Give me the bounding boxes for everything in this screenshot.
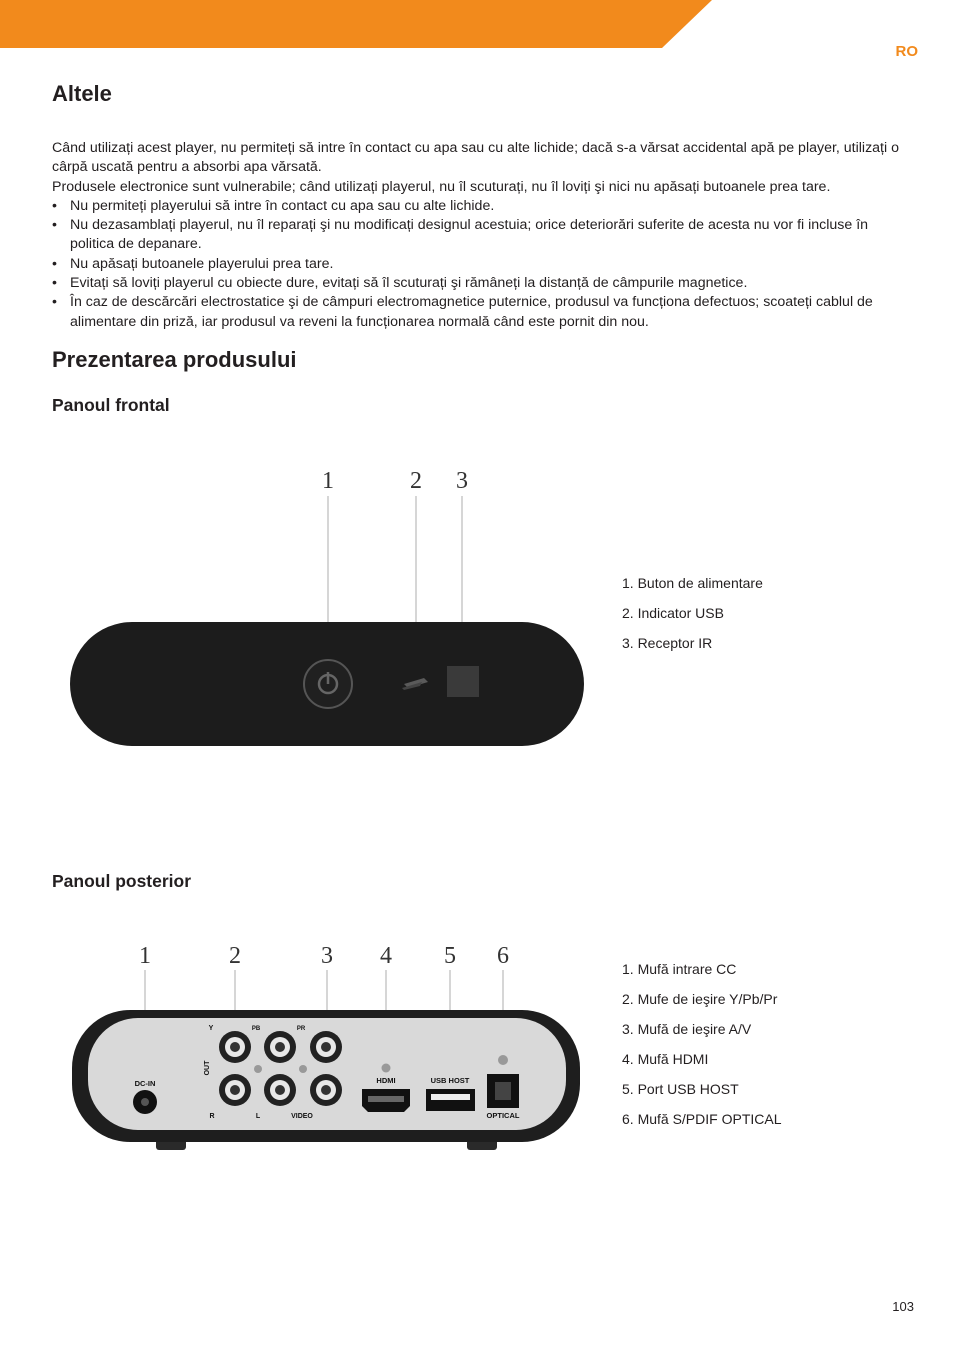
power-button-icon xyxy=(304,660,352,708)
list-item: • Nu apăsați butoanele playerului prea tare. xyxy=(52,255,902,274)
legend-item: 1. Buton de alimentare xyxy=(622,575,763,591)
legend-item: 1. Mufă intrare CC xyxy=(622,961,737,977)
optical-port-icon xyxy=(487,1074,519,1108)
list-item: • În caz de descărcări electrostatice şi de câmpuri electromagnetice puternice, produsul va funcționa defectuos; scoateți cablul de alimentare din priză, iar produsul va reveni la funcționarea normală când este pornit din nou. xyxy=(52,293,902,332)
legend-item: 6. Mufă S/PDIF OPTICAL xyxy=(622,1111,782,1127)
rca-jack-pb-icon xyxy=(264,1031,296,1063)
legend-item: 4. Mufă HDMI xyxy=(622,1051,709,1067)
section-title-product: Prezentarea produsului xyxy=(52,347,297,372)
callout-2: 2 xyxy=(410,468,422,494)
legend-item: 2. Mufe de ieşire Y/Pb/Pr xyxy=(622,991,778,1007)
list-item: • Nu dezasamblați playerul, nu îl reparați şi nu modificați designul acestuia; orice deteriorări suferite de acesta nu vor fi incluse în politica de depanare. xyxy=(52,216,902,255)
rca-jack-pr-icon xyxy=(310,1031,342,1063)
paragraph: Când utilizați acest player, nu permiteți să intre în contact cu apa sau cu alte lichide; dacă s-a vărsat accidental apă pe player, utilizați o cârpă uscată pentru a absorbi apa vărsată. xyxy=(52,140,899,176)
optical-label: OPTICAL xyxy=(486,1111,520,1120)
callout-6: 6 xyxy=(497,943,509,969)
label-l: L xyxy=(255,1113,261,1120)
rca-jack-r-icon xyxy=(219,1074,251,1106)
usb-port-icon xyxy=(426,1089,475,1111)
rca-jack-l-icon xyxy=(264,1074,296,1106)
other-body xyxy=(52,139,902,332)
label-video: VIDEO xyxy=(291,1113,313,1120)
legend-item: 2. Indicator USB xyxy=(622,605,724,621)
label-y: Y xyxy=(208,1025,214,1032)
page-number: 103 xyxy=(892,1299,914,1314)
callout-1: 1 xyxy=(139,943,151,969)
front-panel-diagram xyxy=(60,460,600,760)
callout-3: 3 xyxy=(321,943,333,969)
label-pr: PR xyxy=(296,1026,306,1032)
rear-panel-legend xyxy=(622,959,782,1139)
callout-2: 2 xyxy=(229,943,241,969)
rca-jack-video-icon xyxy=(310,1074,342,1106)
label-pb: PB xyxy=(251,1026,261,1032)
hdmi-port-icon xyxy=(362,1089,410,1112)
ir-receptor-icon xyxy=(447,666,479,697)
header-banner xyxy=(0,0,954,50)
rca-jack-y-icon xyxy=(219,1031,251,1063)
dc-in-jack-icon xyxy=(133,1090,157,1114)
front-panel-title: Panoul frontal xyxy=(52,395,170,415)
rear-panel-title: Panoul posterior xyxy=(52,871,192,891)
usb-host-label: USB HOST xyxy=(430,1076,470,1085)
callout-4: 4 xyxy=(380,943,392,969)
label-out: OUT xyxy=(204,1060,211,1076)
paragraph: Produsele electronice sunt vulnerabile; când utilizați playerul, nu îl scuturați, nu îl loviți şi nici nu apăsați butoanele prea tare. xyxy=(52,178,831,195)
front-panel-legend xyxy=(622,573,763,663)
language-code: RO xyxy=(895,43,918,60)
legend-item: 3. Receptor IR xyxy=(622,635,713,651)
callout-1: 1 xyxy=(322,468,334,494)
legend-item: 3. Mufă de ieşire A/V xyxy=(622,1021,752,1037)
hdmi-label: HDMI xyxy=(376,1076,396,1085)
section-title-other: Altele xyxy=(52,81,112,106)
rear-panel-diagram xyxy=(60,935,600,1155)
callout-5: 5 xyxy=(444,943,456,969)
callout-3: 3 xyxy=(456,468,468,494)
bullet-list xyxy=(52,197,902,332)
dc-in-label: DC-IN xyxy=(134,1079,156,1088)
label-r: R xyxy=(209,1113,215,1120)
list-item: • Nu permiteți playerului să intre în contact cu apa sau cu alte lichide. xyxy=(52,197,902,216)
list-item: • Evitați să loviți playerul cu obiecte dure, evitați să îl scuturați şi rămâneți la distanță de câmpurile magnetice. xyxy=(52,274,902,293)
legend-item: 5. Port USB HOST xyxy=(622,1081,739,1097)
